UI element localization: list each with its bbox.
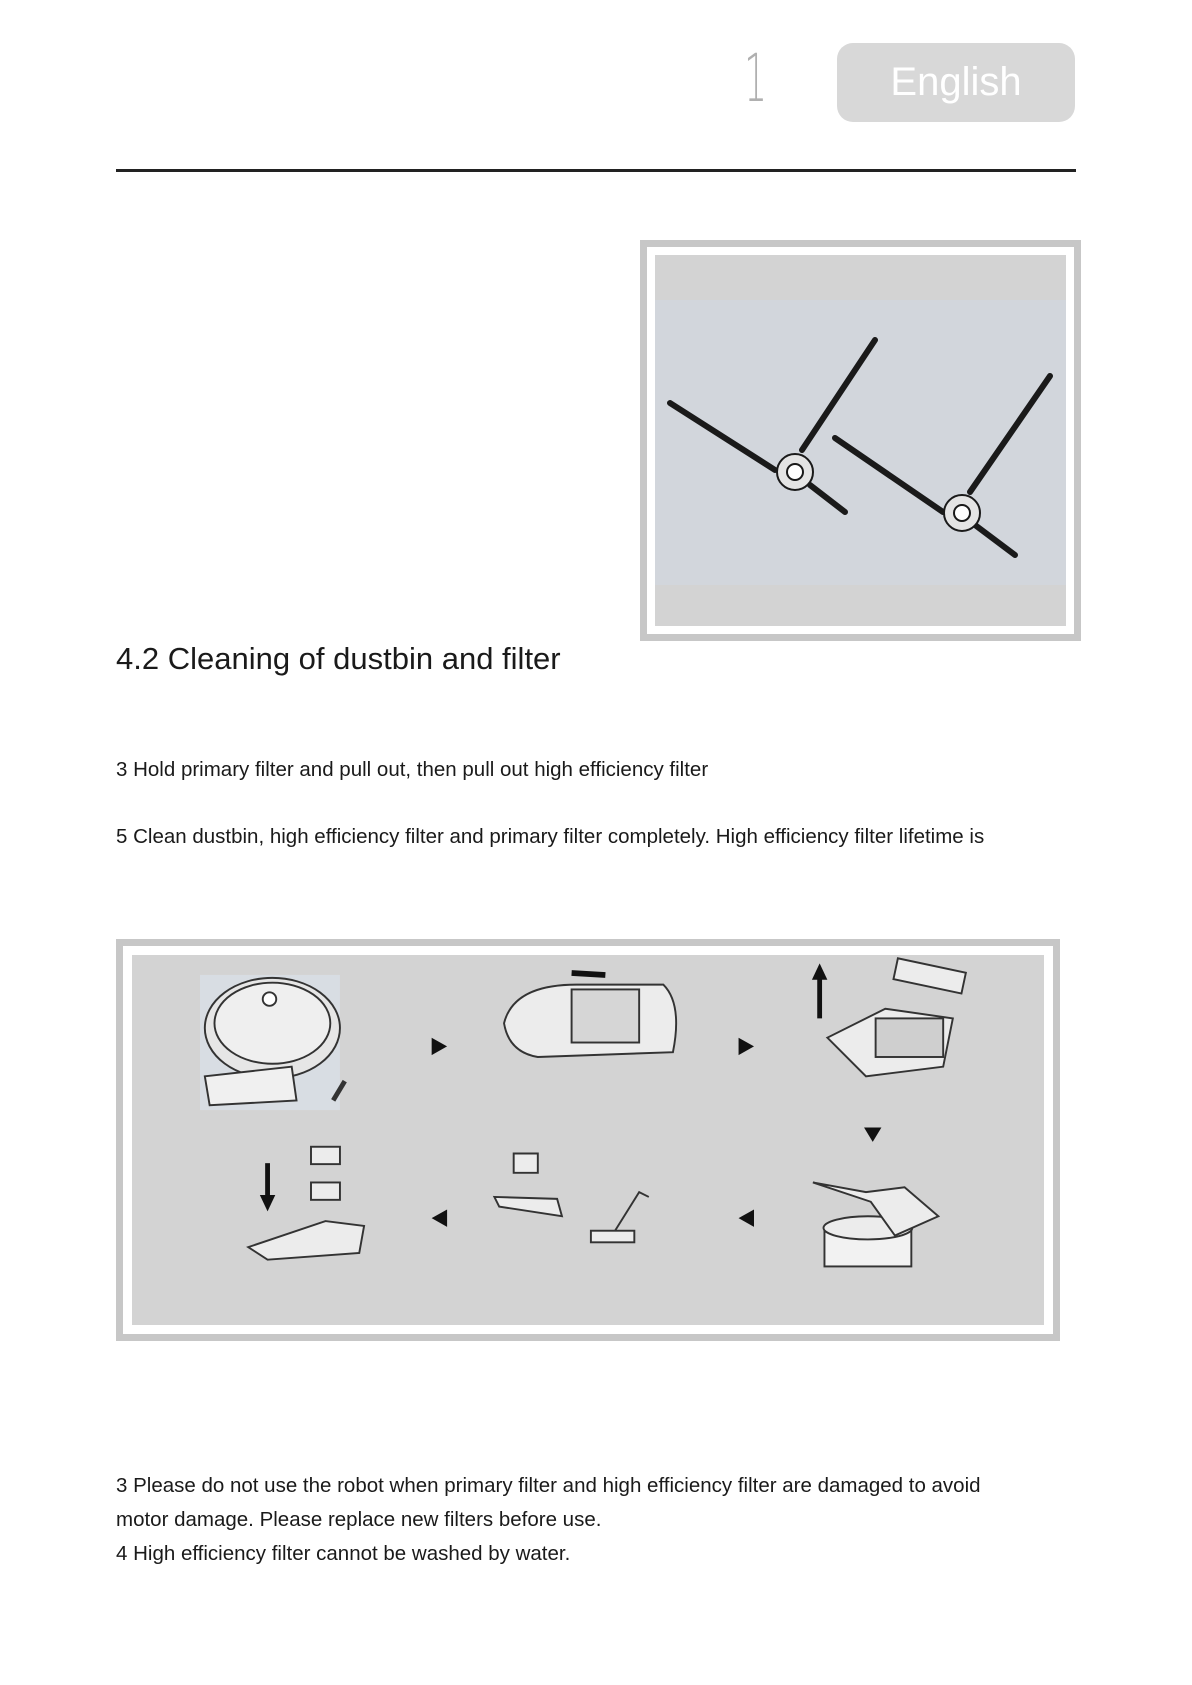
side-brushes-figure bbox=[640, 240, 1081, 641]
language-badge: English bbox=[837, 43, 1075, 122]
note-4: 4 High efficiency filter cannot be washed by water. bbox=[116, 1542, 571, 1565]
dustbin-open-image bbox=[504, 973, 676, 1057]
arrow-right-icon bbox=[432, 1038, 447, 1055]
step-3-text: 3 Hold primary filter and pull out, then pull out high efficiency filter bbox=[116, 758, 709, 781]
cleaning-steps-figure bbox=[116, 939, 1060, 1341]
section-title: 4.2 Cleaning of dustbin and filter bbox=[116, 641, 561, 676]
side-brushes-illustration bbox=[655, 300, 1066, 585]
washing-parts-image bbox=[494, 1154, 648, 1243]
empty-dustbin-image bbox=[813, 1182, 938, 1266]
step-5-text: 5 Clean dustbin, high efficiency filter and primary filter completely. High efficiency filter lifetime is bbox=[116, 825, 985, 848]
header-rule bbox=[116, 169, 1076, 172]
reassemble-dustbin-image bbox=[248, 1147, 364, 1260]
page-number: 1 bbox=[744, 40, 768, 117]
arrow-left-icon bbox=[739, 1209, 754, 1226]
arrow-right-icon bbox=[739, 1038, 754, 1055]
arrow-left-icon bbox=[432, 1209, 447, 1226]
robot-dustbin-removal-image bbox=[200, 975, 345, 1110]
arrow-down-icon bbox=[864, 1127, 881, 1141]
note-3-line-1: 3 Please do not use the robot when primary filter and high efficiency filter are damaged to avoid bbox=[116, 1474, 981, 1497]
note-3-line-2: motor damage. Please replace new filters before use. bbox=[116, 1508, 602, 1531]
filters-pull-out-image bbox=[812, 958, 966, 1076]
dustbin-cleaning-steps-illustration bbox=[123, 946, 1053, 1334]
